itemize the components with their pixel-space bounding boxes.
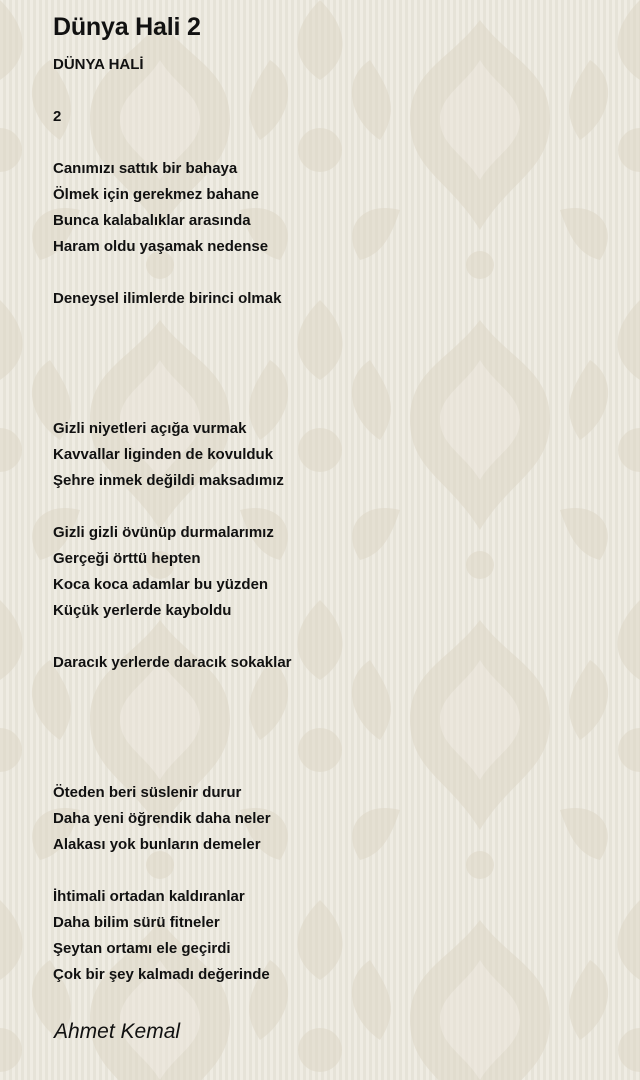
poem-stanza-break bbox=[53, 130, 613, 156]
poem-stanza-break bbox=[53, 728, 613, 754]
poem-line: Gizli niyetleri açığa vurmak bbox=[53, 420, 247, 437]
poem-stanza-break bbox=[53, 676, 613, 702]
poem-stanza-break bbox=[53, 754, 613, 780]
poem-line: Öteden beri süslenir durur bbox=[53, 784, 242, 801]
poem-line: Gizli gizli övünüp durmalarımız bbox=[53, 524, 274, 541]
poem-stanza-break bbox=[53, 494, 613, 520]
poem-line: Çok bir şey kalmadı değerinde bbox=[53, 966, 270, 983]
poem-line: Küçük yerlerde kayboldu bbox=[53, 602, 232, 619]
poem-stanza-break bbox=[53, 624, 613, 650]
poem-stanza-break bbox=[53, 78, 613, 104]
poem-stanza-break bbox=[53, 702, 613, 728]
poem-line: Kavvallar liginden de kovulduk bbox=[53, 446, 274, 463]
poem-line: DÜNYA HALİ bbox=[53, 56, 144, 73]
poem-body bbox=[53, 52, 613, 988]
poem-card bbox=[53, 10, 613, 988]
poem-stanza-break bbox=[53, 260, 613, 286]
poem-line: Bunca kalabalıklar arasında bbox=[53, 212, 251, 229]
poem-line: Deneysel ilimlerde birinci olmak bbox=[53, 290, 282, 307]
poem-line: Daha bilim sürü fitneler bbox=[53, 914, 220, 931]
poem-line: Canımızı sattık bir bahaya bbox=[53, 160, 238, 177]
poem-stanza-break bbox=[53, 858, 613, 884]
poem-line: Daha yeni öğrendik daha neler bbox=[53, 810, 271, 827]
poem-line: Gerçeği örttü hepten bbox=[53, 550, 201, 567]
poem-line: Şeytan ortamı ele geçirdi bbox=[53, 940, 231, 957]
poem-stanza-break bbox=[53, 364, 613, 390]
poem-stanza-break bbox=[53, 338, 613, 364]
poem-line: Alakası yok bunların demeler bbox=[53, 836, 261, 853]
poem-line: Koca koca adamlar bu yüzden bbox=[53, 576, 269, 593]
poem-line: Daracık yerlerde daracık sokaklar bbox=[53, 654, 292, 671]
poem-author: Ahmet Kemal bbox=[54, 1020, 181, 1043]
poem-line: 2 bbox=[53, 108, 62, 125]
poem-line: İhtimali ortadan kaldıranlar bbox=[53, 888, 245, 905]
poem-line: Haram oldu yaşamak nedense bbox=[53, 238, 269, 255]
poem-stanza-break bbox=[53, 390, 613, 416]
poem-stanza-break bbox=[53, 312, 613, 338]
poem-line: Ölmek için gerekmez bahane bbox=[53, 186, 259, 203]
poem-line: Şehre inmek değildi maksadımız bbox=[53, 472, 284, 489]
poem-title: Dünya Hali 2 bbox=[53, 13, 201, 41]
